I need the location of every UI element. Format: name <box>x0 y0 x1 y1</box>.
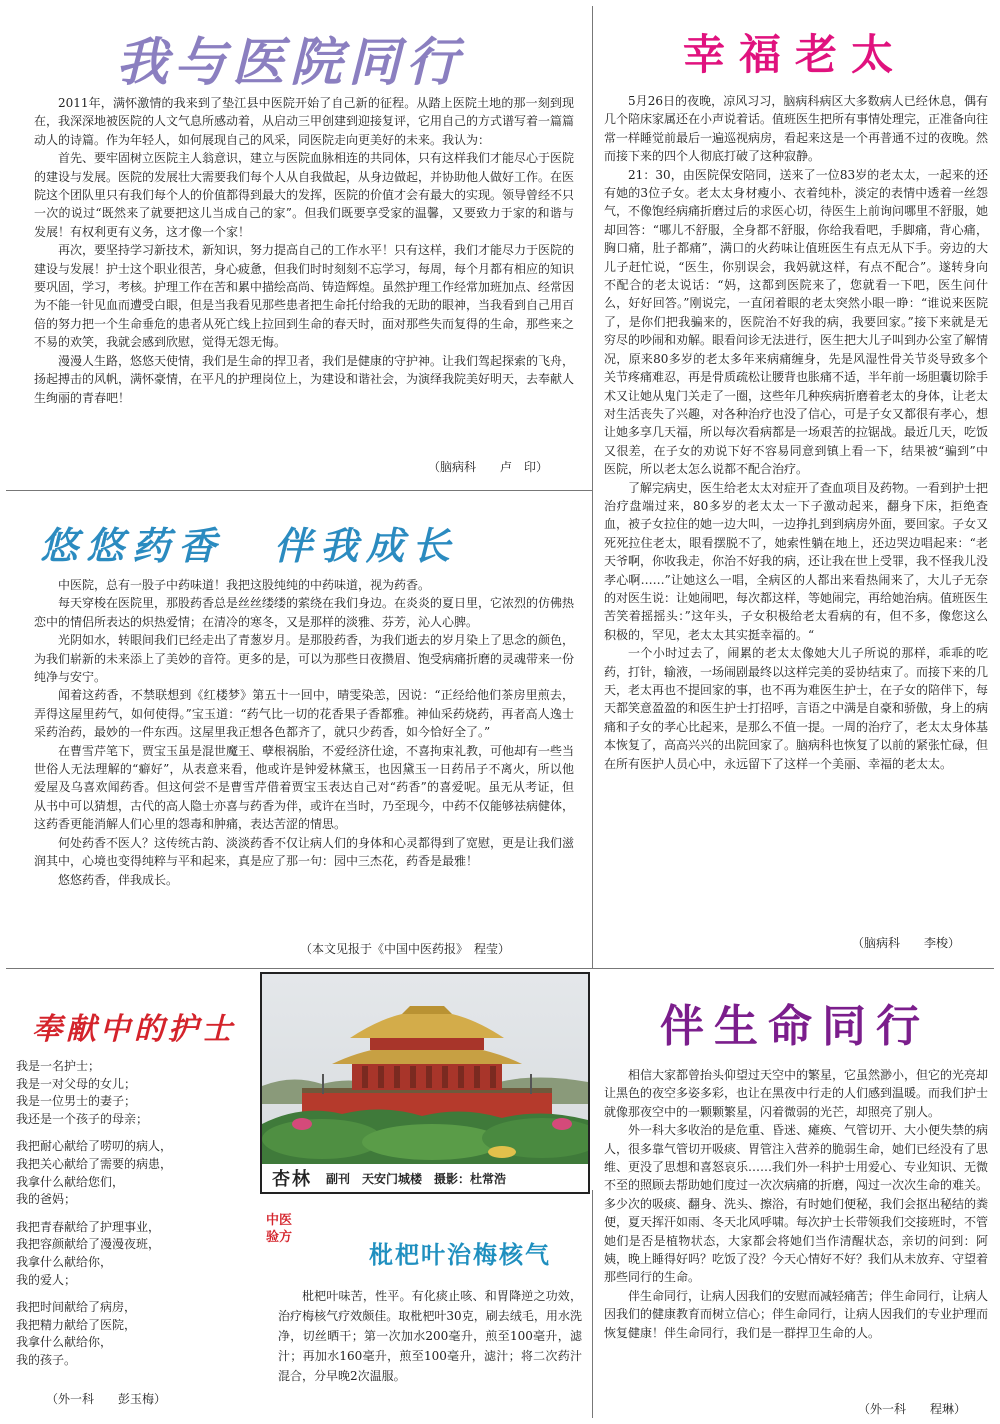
poem-line: 我把时间献给了病房， <box>16 1300 137 1315</box>
tcm-prescription-tag <box>266 1212 316 1246</box>
paragraph: 中医院，总有一股子中药味道！我把这股纯纯的中药味道，视为药香。 <box>58 578 431 592</box>
article-title-happy-granny: 幸福老太 <box>682 30 907 79</box>
poem-line: 我是一名护士； <box>16 1059 101 1073</box>
photo-tiananmen <box>260 972 590 1194</box>
poem-line: 我把容颜献给了漫漫夜班， <box>16 1237 161 1252</box>
article-body-hospital <box>34 94 574 454</box>
poem-title: 奉献中的护士 <box>32 1012 236 1047</box>
poem-line: 我的爸妈； <box>16 1192 77 1207</box>
remedy-title: 枇杷叶治梅核气 <box>369 1241 551 1269</box>
paragraph: 再次，要坚持学习新技术，新知识，努力提高自己的工作水平！只有这样，我们才能尽力于医院的建设与发展！护士这个职业很苦，身心疲惫，但我们时时刻刻不忘学习，每周，每个月都有相应的知识要巩固，学习，考核。护理工作在苦和累中描绘高尚、铸造辉煌。虽然护理工作经常加班加点、经常因为不能一针见血而遭受白眼，但是当我看见那些患者把生命托付给我的无助的眼神，当我看到自己用百倍的努力把一个生命垂危的患者从死亡线上拉回到生命的春天时，面对那些失而复得的生命，那些来之不易的欢笑，我就会感到欣慰，觉得无怨无悔。 <box>34 243 574 350</box>
poem-stanza <box>16 1219 256 1289</box>
paragraph: 一个小时过去了，闹累的老太太像她大儿子所说的那样，乖乖的吃药，打针，输液，一场闹剧最终以这样完美的妥协结束了。而接下来的几天，老太再也不提回家的事，也不再为难医生护士，在子女的陪伴下，每天都笑意盈盈的和医生护士打招呼，言语之中满是自豪和骄傲，身上的病痛和子女的孝心比起来，是那么不值一提。一周的治疗了，老太太身体基本恢复了，高高兴兴的出院回家了。脑病科也恢复了以前的紧张忙碌，但在所有医护人员心中，永远留下了这样一个美丽、幸福的老太太。 <box>604 646 988 771</box>
poem-line: 我拿什么献给你， <box>16 1254 113 1269</box>
paragraph: 5月26日的夜晚，凉风习习，脑病科病区大多数病人已经休息，偶有几个陪床家属还在小声说着话。值班医生把所有事情处理完，正准备向往常一样睡觉前最后一遍巡视病房，看起来这是一个再普通不过的夜晚。然而接下来的四个人彻底打破了这种寂静。 <box>604 94 988 164</box>
remedy-body <box>278 1286 582 1416</box>
article-title-life: 伴生命同行 <box>660 1001 930 1052</box>
poem-stanza <box>16 1299 256 1369</box>
photo-credit: 摄影：杜常浩 <box>434 1171 507 1186</box>
poem-stanza <box>16 1138 256 1208</box>
supplement-brand: 杏林 <box>272 1169 312 1190</box>
article-title-herb <box>40 515 560 570</box>
paragraph: 21：30，由医院保安陪同，送来了一位83岁的老太太，一起来的还有她的3位子女。老太太身材瘦小、衣着纯朴，淡定的表情中透着一丝怨气，不像饱经病痛折磨过后的求医心切，待医生上前询问哪里不舒服，她却回答：“哪儿不舒服，全身都不舒服，你给我看吧，手脚痛，背心痛，胸口痛，肚子都痛”，满口的火药味让值班医生有点无从下手。旁边的大儿子赶忙说，“医生，你别误会，我妈就这样，有点不配合”。遂转身向不配合的老太说话：“妈，这都到医院来了，您就看一下吧，医生问什么，好好回答。”刚说完，一直闭着眼的老太突然小眼一睁：“谁说来医院了，是你们把我骗来的，医院治不好我的病，我要回家。”接下来就是无穷尽的吵闹和劝解。眼看问诊无法进行，医生把大儿子叫到办公室了解情况，原来80多岁的老太多年来病痛缠身，先是风湿性骨关节炎导致多个关节疼痛难忍，再是骨质疏松让腰背也胀痛不适，半年前一场胆囊切除手术又让她从鬼门关走了一圈，这些年几种疾病折磨着老太的身体，让老太对生活丧失了兴趣，对各种治疗也没了信心，可是子女又都很有孝心，想让她多享几天福，所以每次看病都是一场艰苦的拉锯战。最近几天，吃饭又很差，在子女的劝说下好不容易同意到镇上看一下，结果被“骗到”中医院，所以老太怎么说都不配合治疗。 <box>604 167 988 477</box>
poem-line: 我拿什么献给你， <box>16 1335 113 1350</box>
paragraph: 漫漫人生路，悠悠天使情，我们是生命的捍卫者，我们是健康的守护神。让我们驾起探索的飞舟，扬起搏击的风帆，满怀豪情，在平凡的护理岗位上，为建设和谐社会，为演绎我院美好明天，去奉献人生绚丽的青春吧！ <box>34 353 574 405</box>
paragraph: 了解完病史，医生给老太太对症开了查血项目及药物。一看到护士把治疗盘端过来，80多岁的老太太一下子激动起来，翻身下床，拒绝查血，被子女拉住的她一边大叫，一边挣扎到到病房外面，要回家。子女又死死拉住老太，眼看摆脱不了，她索性躺在地上，还边哭边唱起来：“老天爷啊，你收我走，你治不好我的病，还让我在世上受罪，我不怪我儿没孝心啊……”让她这么一唱，全病区的人都出来看热闹来了，大儿子无奈的对医生说：让她闹吧，每次都这样，等她闹完，再给她治病。值班医生苦笑着摇摇头：”这年头，子女积极给老太看病的有，但不多，像您这么积极的，罕见，老太太其实挺幸福的。“ <box>604 480 988 642</box>
paragraph: 光阴如水，转眼间我们已经走出了青葱岁月。是那股药香，为我们逝去的岁月染上了思念的颜色，为我们崭新的未来添上了美妙的音符。更多的是，可以为那些日夜攒眉、饱受病痛折磨的灵魂带来一份纯净与安宁。 <box>34 633 574 685</box>
article-body-life <box>604 1066 988 1396</box>
paragraph: 悠悠药香，伴我成长。 <box>58 872 179 887</box>
poem-line: 我是一位男士的妻子； <box>16 1094 137 1109</box>
section-divider-bottom <box>6 968 994 969</box>
paragraph: 相信大家都曾抬头仰望过天空中的繁星，它虽然渺小，但它的光亮却让黑色的夜空多姿多彩，也让在黑夜中行走的人们感到温暖。而我们护士就像那夜空中的一颗颗繁星，闪着微弱的光芒，却照亮了别人。 <box>604 1068 988 1119</box>
poem-line: 我还是一个孩子的母亲； <box>16 1111 149 1126</box>
article-body-happy-granny <box>604 92 988 918</box>
section-divider-left <box>6 490 592 491</box>
paragraph: 何处药香不医人？这传统古韵、淡淡药香不仅让病人们的身体和心灵都得到了宽慰，更是让我们滋润其中，心境也变得纯粹与平和起来，真是应了那一句：园中三杰花，药香是最雅！ <box>34 835 574 869</box>
author-signature: （外一科 程琳） <box>858 1402 967 1416</box>
article-body-herb <box>34 576 574 938</box>
tag-line: 中医 <box>266 1213 293 1228</box>
paragraph: 闻着这药香，不禁联想到《红楼梦》第五十一回中，晴雯染恙，因说：“正经给他们茶房里煎去，弄得这屋里药气，如何使得。”宝玉道：“药气比一切的花香果子香都雅。神仙采药烧药，再者高人逸士采药治药，最妙的一件东西。这屋里我正想各色都齐了，就只少药香，如今恰好全了。” <box>34 688 574 740</box>
photo-subject: 天安门城楼 <box>362 1171 423 1186</box>
paragraph: 每天穿梭在医院里，那股药香总是丝丝缕缕的萦绕在我们身边。在炎炎的夏日里，它浓烈的仿佛热恋中的情侣所表达的炽热爱情；在清冷的寒冬，又是那样的淡雅、芬芳，沁人心脾。 <box>34 596 574 629</box>
poem-line: 我的爱人； <box>16 1272 77 1287</box>
paragraph: 首先、要牢固树立医院主人翁意识，建立与医院血脉相连的共同体，只有这样我们才能尽心于医院的建设与发展。医院的发展壮大需要我们每个人从自我做起，从身边做起，并协助他人做好工作。在医院这个团队里只有我们每个人的价值都得到最大的发挥，医院的价值才会有最大的实现。领导曾经不只一次的说过“既然来了就要把这儿当成自己的家”。但我们既要享受家的温馨，又要致力于家的和谐与发展！有权利更有义务，这才像一个家！ <box>34 151 574 239</box>
poem-stanza <box>16 1058 256 1128</box>
tiananmen-illustration <box>262 974 588 1164</box>
article-title-hospital: 我与医院同行 <box>115 33 464 93</box>
column-divider-bottom <box>592 1190 593 1418</box>
poem-line: 我把关心献给了需要的病患， <box>16 1156 173 1171</box>
tag-line: 验方 <box>266 1230 293 1245</box>
paragraph: 2011年，满怀激情的我来到了垫江县中医院开始了自己新的征程。从踏上医院土地的那一刻到现在，我深深地被医院的人文气息所感动着，从启动三甲创建到迎接复评，它用自己的方式谱写着一篇篇动人的诗篇。作为年轻人，如何展现自己的风采，同医院走向更美好的未来。我认为： <box>34 96 574 147</box>
paragraph: 伴生命同行，让病人因我们的安慰而减轻痛苦；伴生命同行，让病人因我们的健康教育而树立信心；伴生命同行，让病人因我们的专业护理而恢复健康！伴生命同行，我们是一群捍卫生命的人。 <box>604 1288 988 1340</box>
poem-line: 我的孩子。 <box>16 1352 77 1367</box>
author-signature: （脑病科 卢 印） <box>428 460 549 474</box>
author-signature: （外一科 彭玉梅） <box>46 1392 167 1406</box>
poem-body <box>16 1058 256 1380</box>
paragraph: 枇杷叶味苦，性平。有化痰止咳、和胃降逆之功效，治疗梅核气疗效颇佳。取枇杷叶30克，刷去绒毛，用水洗净，切丝晒干；第一次加水200毫升，煎至100毫升，滤汁；再加水160毫升，煎至100毫升，滤汁；将二次药汁混合，分早晚2次温服。 <box>278 1289 582 1383</box>
poem-line: 我把耐心献给了唠叨的病人， <box>16 1139 173 1154</box>
title-part-b: 伴我成长 <box>274 524 459 568</box>
paragraph: 外一科大多收治的是危重、昏迷、瘫痪、气管切开、大小便失禁的病人，很多靠气管切开吸痰、胃管注入营养的脆弱生命，她们已经没有了思维、更没了思想和喜怒哀乐……我们外一科护士用爱心、专业知识、无微不至的照顾去帮助她们度过一次次病痛的折磨，闯过一次次生命的难关。多少次的吸痰、翻身、洗头、擦浴，有时她们便秘，我们会抠出秘结的粪便，夏天挥汗如雨、冬天北风呼啸。每次护士长带领我们交接班时，不管她们是否是植物状态，大家都会将她们当作清醒状态，亲切的问到：阿姨，晚上睡得好吗？吃饭了没？今天心情好不好？我们从未放弃、守望着那些同行的生命。 <box>604 1123 988 1285</box>
author-signature: （脑病科 李梭） <box>852 936 961 950</box>
poem-line: 我把精力献给了医院， <box>16 1317 137 1332</box>
author-signature: （本文见报于《中国中医药报》 程莹） <box>300 942 511 956</box>
poem-line: 我把青春献给了护理事业， <box>16 1219 161 1234</box>
column-divider-top <box>592 6 593 968</box>
poem-line: 我是一对父母的女儿； <box>16 1076 137 1091</box>
photo-caption <box>262 1164 588 1192</box>
supplement-label: 副刊 <box>326 1171 351 1186</box>
paragraph: 在曹雪芹笔下，贾宝玉虽是混世魔王、孽根祸胎，不爱经济仕途，不喜拘束礼教，可他却有一些当世俗人无法理解的“癖好”，从表意来看，他或许是钟爱林黛玉，也因黛玉一日药吊子不离火，所以他爱屋及乌喜欢闻药香。但这何尝不是曹雪芹借着贾宝玉表达自己对“药香”的喜爱呢。虽无从考证，但从书中可以猜想，古代的高人隐士亦喜与药香为伴，或许在当时，乃至现今，中药不仅能够祛病健体，这药香更能消解人们心里的怨毒和肿痛，表达苦涩的情思。 <box>34 743 574 832</box>
title-part-a: 悠悠药香 <box>40 524 225 568</box>
poem-line: 我拿什么献给您们， <box>16 1174 125 1189</box>
